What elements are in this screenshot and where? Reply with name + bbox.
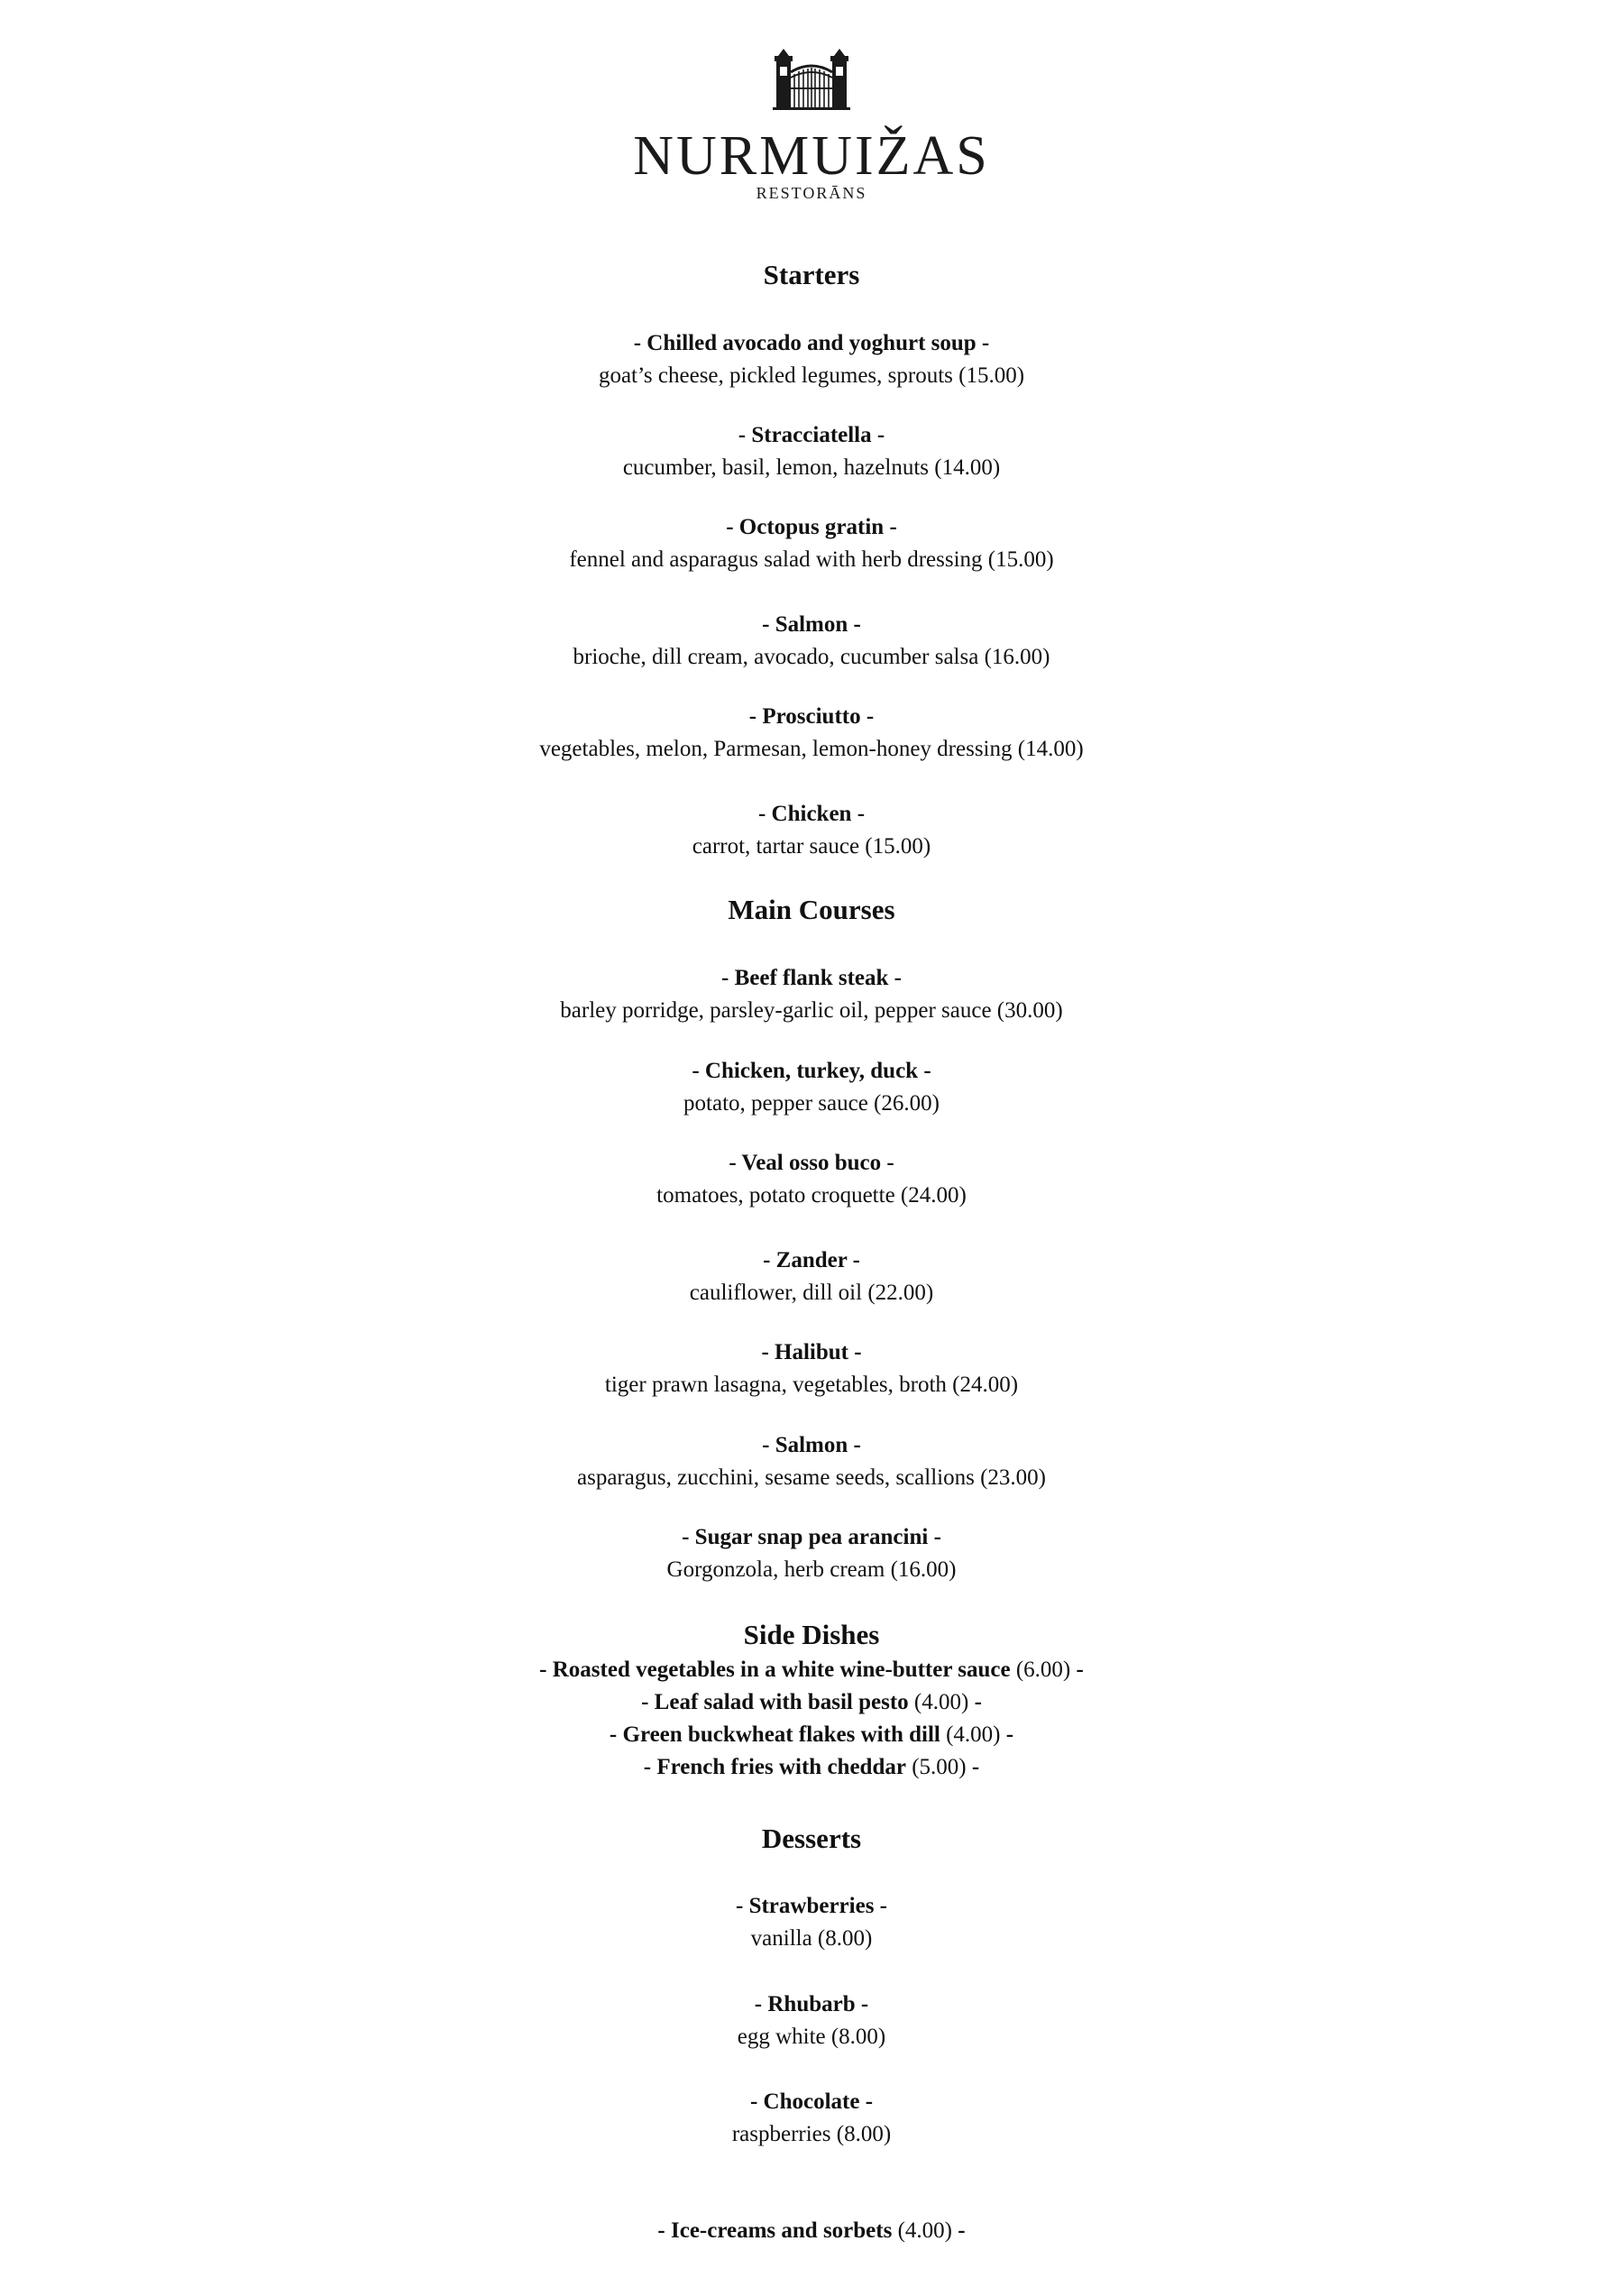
menu-item-desc: barley porridge, parsley-garlic oil, pepper sauce (30.00) xyxy=(560,998,1063,1023)
menu-item-name: - Chicken, turkey, duck - xyxy=(692,1059,931,1083)
menu-item-desc: vegetables, melon, Parmesan, lemon-honey dressing (14.00) xyxy=(539,737,1084,761)
menu-item-desc: brioche, dill cream, avocado, cucumber salsa (16.00) xyxy=(573,645,1050,669)
menu-item-name: - Salmon - xyxy=(762,1433,861,1457)
side-dish-price: (5.00) xyxy=(912,1755,967,1779)
menu-item-desc: goat’s cheese, pickled legumes, sprouts (15.00) xyxy=(598,363,1025,388)
menu-item-name: - Zander - xyxy=(763,1248,860,1272)
side-dish-line xyxy=(0,1687,1623,1718)
section-title-starters: Starters xyxy=(763,259,860,290)
section-title-sides: Side Dishes xyxy=(743,1619,880,1650)
dessert-extra-line xyxy=(0,2216,1623,2246)
side-dish-line xyxy=(0,1752,1623,1783)
side-dish-line xyxy=(0,1655,1623,1685)
menu-item-name: - Sugar snap pea arancini - xyxy=(682,1525,941,1549)
gate-emblem-icon xyxy=(773,47,850,115)
menu-item-name: - Veal osso buco - xyxy=(729,1151,894,1175)
side-dish-price: (4.00) xyxy=(946,1722,1001,1747)
menu-item-desc: Gorgonzola, herb cream (16.00) xyxy=(666,1557,957,1582)
menu-item-name: - Prosciutto - xyxy=(748,704,875,729)
menu-item-desc: egg white (8.00) xyxy=(737,2025,886,2049)
menu-item-desc: cucumber, basil, lemon, hazelnuts (14.00) xyxy=(622,455,1001,480)
side-dish-line xyxy=(0,1720,1623,1750)
logo-subtitle: RESTORĀNS xyxy=(756,184,867,202)
menu-item-desc: potato, pepper sauce (26.00) xyxy=(683,1091,940,1116)
menu-item-name: - Strawberries - xyxy=(736,1894,887,1918)
menu-item-desc: fennel and asparagus salad with herb dressing (15.00) xyxy=(569,547,1054,572)
menu-item-desc: carrot, tartar sauce (15.00) xyxy=(692,834,931,859)
menu-item-name: - Halibut - xyxy=(761,1340,862,1364)
menu-item-desc: asparagus, zucchini, sesame seeds, scallions (23.00) xyxy=(577,1465,1046,1490)
menu-item-desc: vanilla (8.00) xyxy=(750,1926,873,1951)
menu-item-desc: tomatoes, potato croquette (24.00) xyxy=(656,1183,967,1208)
side-dish-price: (4.00) xyxy=(913,1690,969,1714)
menu-item-desc: raspberries (8.00) xyxy=(731,2122,892,2146)
menu-item-name: - Rhubarb - xyxy=(754,1992,869,2016)
dessert-extra-name: - Ice-creams and sorbets xyxy=(657,2218,893,2243)
menu-item-name: - Chicken - xyxy=(757,802,866,826)
side-dish-name: - French fries with cheddar xyxy=(643,1755,906,1779)
menu-item-name: - Beef flank steak - xyxy=(721,966,902,990)
menu-item-desc: cauliflower, dill oil (22.00) xyxy=(689,1281,934,1305)
side-dish-end: - xyxy=(974,1690,982,1714)
menu-item-name: - Chilled avocado and yoghurt soup - xyxy=(633,331,990,355)
dessert-extra-price: (4.00) xyxy=(897,2218,952,2243)
side-dish-name: - Roasted vegetables in a white wine-butter sauce xyxy=(539,1658,1011,1682)
section-title-desserts: Desserts xyxy=(761,1823,862,1854)
side-dish-end: - xyxy=(971,1755,980,1779)
side-dish-end: - xyxy=(1005,1722,1014,1747)
menu-item-desc: tiger prawn lasagna, vegetables, broth (24.00) xyxy=(604,1373,1019,1397)
side-dish-end: - xyxy=(1076,1658,1084,1682)
menu-item-name: - Stracciatella - xyxy=(738,423,885,447)
menu-item-name: - Salmon - xyxy=(762,612,861,637)
menu-item-name: - Chocolate - xyxy=(749,2089,874,2114)
side-dish-name: - Green buckwheat flakes with dill xyxy=(609,1722,940,1747)
logo-wordmark: NURMUIŽAS xyxy=(633,125,990,187)
menu-item-name: - Octopus gratin - xyxy=(726,515,897,539)
section-title-mains: Main Courses xyxy=(728,894,895,925)
dessert-extra-end: - xyxy=(958,2218,966,2243)
side-dish-price: (6.00) xyxy=(1015,1658,1071,1682)
side-dish-name: - Leaf salad with basil pesto xyxy=(641,1690,909,1714)
